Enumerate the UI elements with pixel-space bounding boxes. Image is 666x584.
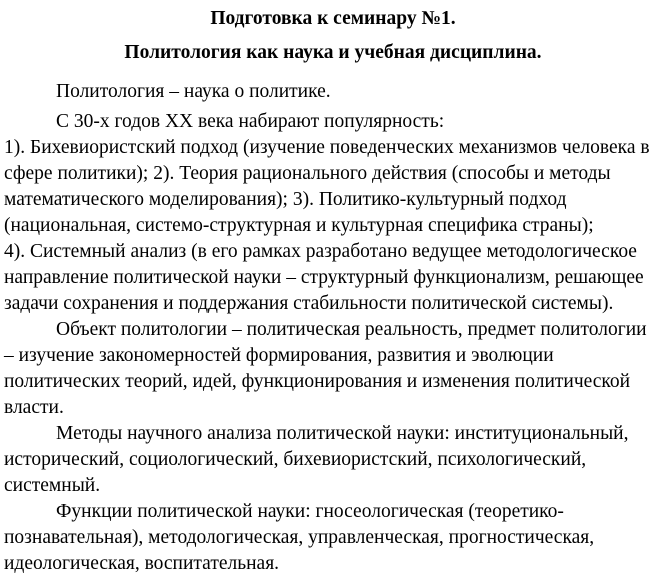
text-line: направление политической науки – структурный функционализм, решающее (4, 267, 644, 288)
text-line: идеологическая, воспитательная. (4, 553, 280, 574)
text-line: исторический, социологический, бихевиористский, психологический, (4, 449, 587, 470)
document-body (4, 79, 662, 577)
text-line: 1). Бихевиористский подход (изучение поведенческих механизмов человека в (4, 137, 650, 158)
text-line: Методы научного анализа политической науки: институциональный, (56, 423, 629, 444)
document-title: Подготовка к семинару №1. (210, 8, 456, 29)
text-line: системный. (4, 475, 101, 496)
text-line: политических теорий, идей, функционирования и изменения политической (4, 371, 631, 392)
text-line: сфере политики); 2). Теория рационального действия (способы и методы (4, 163, 611, 184)
text-line: математического моделирования); 3). Политико-культурный подход (4, 189, 567, 210)
text-line: – изучение закономерностей формирования, развития и эволюции (4, 345, 554, 366)
text-line: власти. (4, 397, 64, 418)
text-line: Политология – наука о политике. (56, 81, 331, 102)
text-line: познавательная), методологическая, управленческая, прогностическая, (4, 527, 595, 548)
text-line: Функции политической науки: гносеологическая (теоретико- (56, 501, 564, 522)
document-subtitle: Политология как наука и учебная дисциплина. (124, 42, 542, 63)
text-line: (национальная, системо-структурная и культурная специфика страны); (4, 215, 594, 236)
text-line: задачи сохранения и поддержания стабильности политической системы). (4, 293, 614, 314)
text-line: Объект политологии – политическая реальность, предмет политологии (56, 319, 647, 340)
text-line: 4). Системный анализ (в его рамках разработано ведущее методологическое (4, 241, 637, 262)
text-line: С 30-х годов XX века набирают популярность: (56, 111, 445, 132)
